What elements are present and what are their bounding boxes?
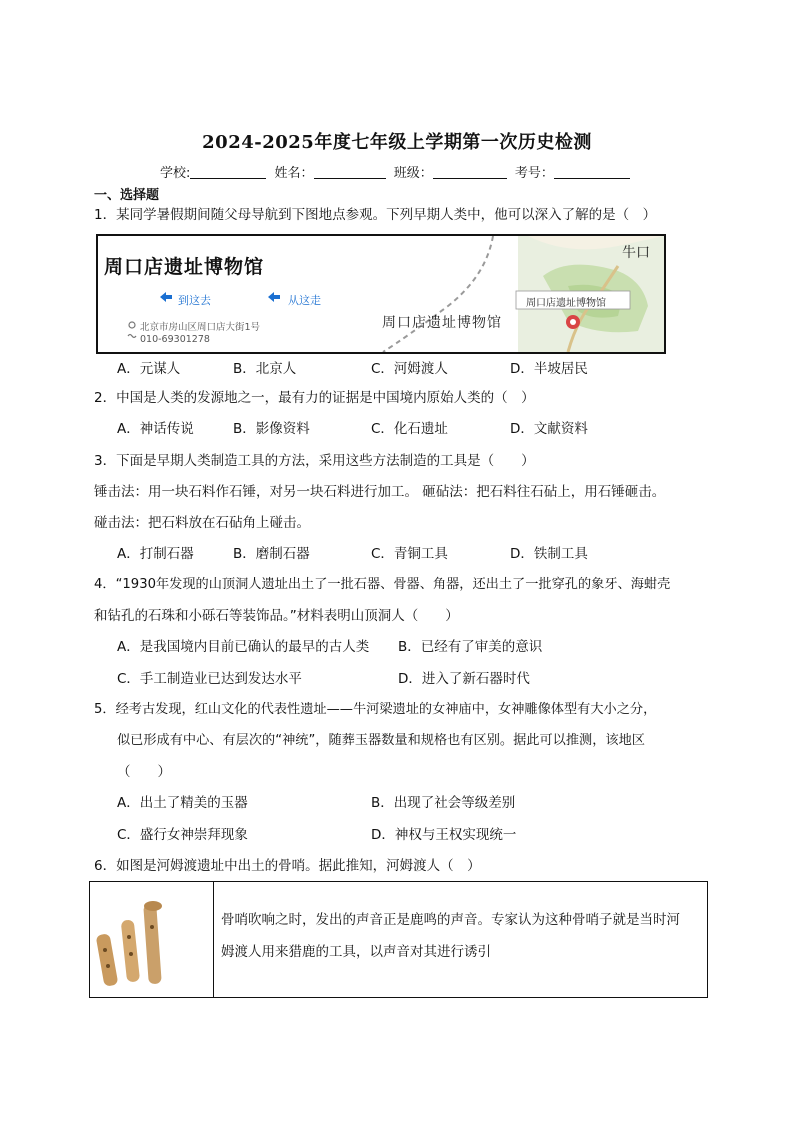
class-field[interactable] bbox=[433, 165, 507, 179]
phone-text: 010-69301278 bbox=[140, 334, 210, 345]
school-field[interactable] bbox=[190, 165, 266, 179]
question-3-line-3: 碰击法：把石料放在石砧角上碰击。 bbox=[94, 515, 310, 531]
address-pin-icon bbox=[129, 322, 135, 328]
question-5-line-3: （ ） bbox=[117, 764, 171, 780]
bone-whistle-3 bbox=[143, 901, 162, 984]
section-heading: 一、选择题 bbox=[94, 188, 160, 203]
question-6-stem: 6．如图是河姆渡遗址中出土的骨哨。据此推知，河姆渡人（ ） bbox=[94, 858, 481, 874]
question-5-line-2: 似已形成有中心、有层次的“神统”，随葬玉器数量和规格也有区别。据此可以推测，该地区 bbox=[117, 733, 645, 748]
q6-material-text bbox=[221, 904, 697, 968]
exam-no-label: 考号： bbox=[514, 166, 554, 181]
q4-option-c[interactable]: C．手工制造业已达到发达水平 bbox=[117, 671, 302, 687]
q4-option-d[interactable]: D．进入了新石器时代 bbox=[398, 671, 530, 687]
q2-option-c[interactable]: C．化石遗址 bbox=[371, 421, 448, 437]
map-screenshot bbox=[96, 234, 666, 354]
route-from-icon bbox=[268, 292, 280, 302]
q2-option-d[interactable]: D．文献资料 bbox=[510, 421, 588, 437]
class-label: 班级： bbox=[393, 166, 433, 181]
question-5-line-1: 5．经考古发现，红山文化的代表性遗址——牛河梁遗址的女神庙中，女神雕像体型有大小之分， bbox=[94, 702, 657, 717]
school-label: 学校: bbox=[160, 166, 191, 181]
bone-whistle-image bbox=[90, 882, 213, 997]
q5-option-b[interactable]: B．出现了社会等级差别 bbox=[371, 795, 516, 811]
q6-material-line-2: 姆渡人用来猎鹿的工具，以声音对其进行诱引 bbox=[221, 944, 491, 960]
question-3-line-2: 锤击法：用一块石料作石锤，对另一块石料进行加工。 砸砧法：把石料往石砧上，用石锤砸击。 bbox=[94, 484, 666, 500]
railway-line bbox=[383, 236, 493, 352]
phone-icon bbox=[128, 335, 136, 338]
student-info-line bbox=[160, 162, 634, 181]
question-2-stem: 2．中国是人类的发源地之一，最有力的证据是中国境内原始人类的（ ） bbox=[94, 390, 535, 406]
page-title: 2024-2025年度七年级上学期第一次历史检测 bbox=[202, 132, 592, 153]
q2-option-b[interactable]: B．影像资料 bbox=[233, 421, 310, 437]
q5-option-c[interactable]: C．盛行女神崇拜现象 bbox=[117, 827, 248, 843]
q4-option-b[interactable]: B．已经有了审美的意识 bbox=[398, 639, 543, 655]
question-3-stem: 3．下面是早期人类制造工具的方法，采用这些方法制造的工具是（ ） bbox=[94, 453, 535, 469]
q5-option-a[interactable]: A．出土了精美的玉器 bbox=[117, 795, 248, 811]
address-text: 北京市房山区周口店大街1号 bbox=[140, 322, 261, 333]
bone-whistle-2 bbox=[121, 919, 140, 982]
q2-option-a[interactable]: A．神话传说 bbox=[117, 421, 194, 437]
q6-material-line-1: 骨哨吹响之时，发出的声音正是鹿鸣的声音。专家认为这种骨哨子就是当时河 bbox=[221, 912, 680, 928]
map-heading: 周口店遗址博物馆 bbox=[104, 256, 265, 278]
name-field[interactable] bbox=[314, 165, 386, 179]
q3-option-b[interactable]: B．磨制石器 bbox=[233, 546, 310, 562]
q1-option-c[interactable]: C．河姆渡人 bbox=[371, 361, 448, 377]
q1-option-a[interactable]: A．元谋人 bbox=[117, 361, 181, 377]
question-4-line-2: 和钻孔的石珠和小砾石等装饰品。”材料表明山顶洞人（ ） bbox=[94, 608, 459, 624]
question-4-line-1: 4．“1930年发现的山顶洞人遗址出土了一批石器、骨器、角器，还出土了一批穿孔的象牙、海蚶壳 bbox=[94, 577, 671, 592]
q1-option-b[interactable]: B．北京人 bbox=[233, 361, 297, 377]
q3-option-a[interactable]: A．打制石器 bbox=[117, 546, 194, 562]
route-to-icon bbox=[160, 292, 172, 302]
q3-option-c[interactable]: C．青铜工具 bbox=[371, 546, 448, 562]
exam-no-field[interactable] bbox=[554, 165, 630, 179]
q3-option-d[interactable]: D．铁制工具 bbox=[510, 546, 588, 562]
question-1-stem: 1．某同学暑假期间随父母导航到下图地点参观。下列早期人类中，他可以深入了解的是（ ） bbox=[94, 207, 657, 223]
q4-option-a[interactable]: A．是我国境内目前已确认的最早的古人类 bbox=[117, 639, 370, 655]
popup-label: 周口店遗址博物馆 bbox=[526, 298, 606, 309]
q5-option-d[interactable]: D．神权与王权实现统一 bbox=[371, 827, 517, 843]
q1-option-d[interactable]: D．半坡居民 bbox=[510, 361, 588, 377]
from-here-link[interactable]: 从这走 bbox=[288, 294, 321, 307]
q6-material-table bbox=[89, 881, 708, 998]
map-corner-text: 牛口 bbox=[622, 245, 650, 261]
bone-whistle-image-cell bbox=[90, 882, 214, 997]
bone-whistle-1 bbox=[96, 933, 119, 987]
to-here-link[interactable]: 到这去 bbox=[178, 294, 211, 307]
name-label: 姓名： bbox=[274, 166, 314, 181]
map-place-label: 周口店遗址博物馆 bbox=[382, 315, 502, 331]
